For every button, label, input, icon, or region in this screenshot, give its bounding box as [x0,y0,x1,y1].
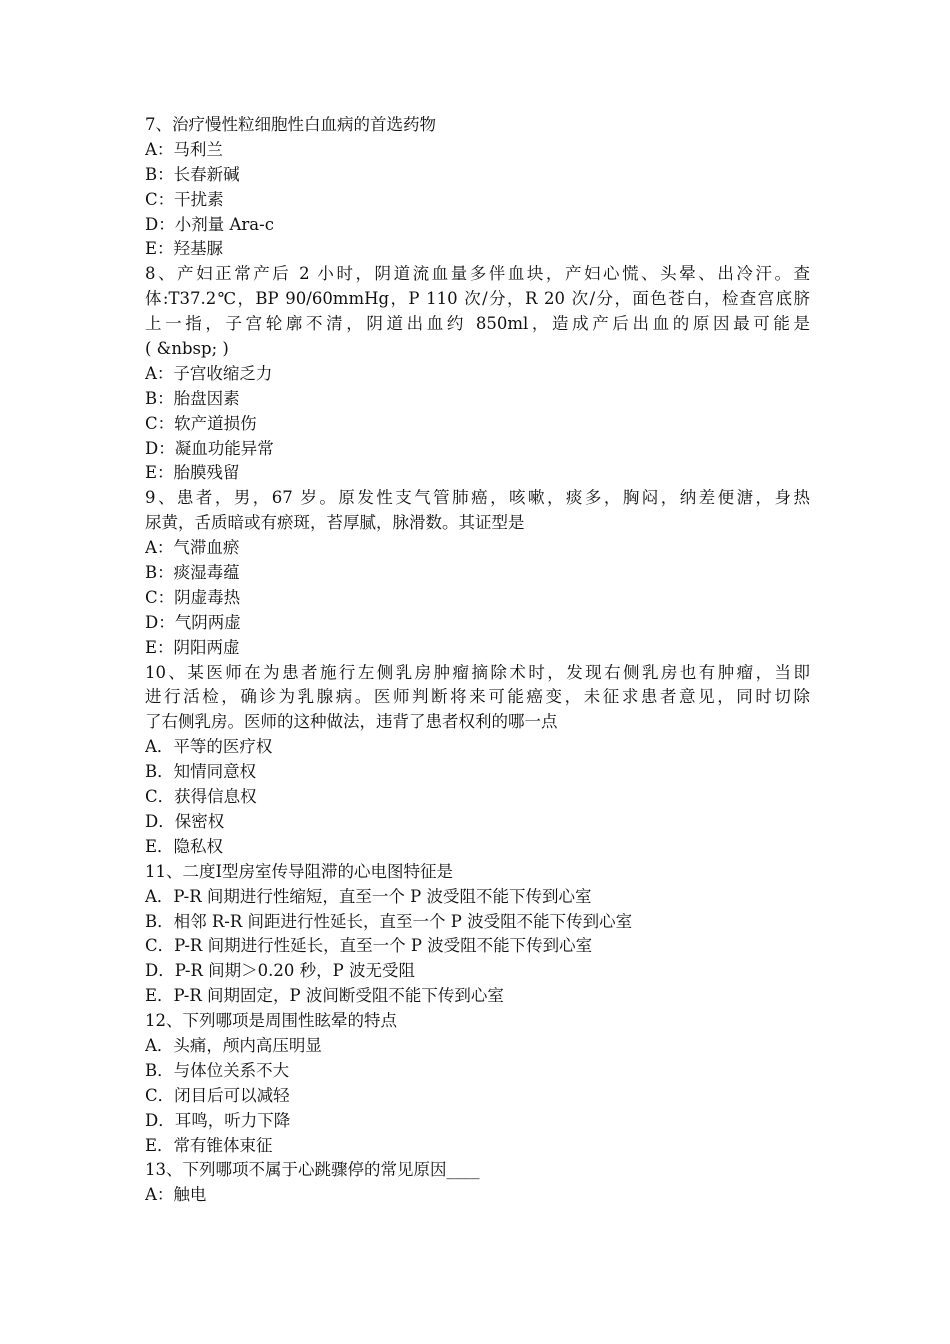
question-stem: 11、二度Ⅰ型房室传导阻滞的心电图特征是 [145,861,454,881]
question-stem: 进行活检，确诊为乳腺病。医师判断将来可能癌变，未征求患者意见，同时切除 [145,687,810,707]
option-c: C：干扰素 [145,189,224,209]
option-e: E．隐私权 [145,836,224,856]
option-d: D．保密权 [145,811,225,831]
option-d: D：气阴两虚 [145,612,241,632]
option-a: A：马利兰 [145,139,223,159]
option-e: E：阴阳两虚 [145,637,240,657]
option-b: B：胎盘因素 [145,388,240,408]
question-stem: 尿黄，舌质暗或有瘀斑，苔厚腻，脉滑数。其证型是 [145,513,525,533]
option-a: A：子宫收缩乏力 [145,363,273,383]
option-c: C：阴虚毒热 [145,587,241,607]
question-12 [145,1009,810,1158]
option-b: B：长春新碱 [145,164,240,184]
option-e: E：胎膜残留 [145,463,240,483]
question-stem: 13、下列哪项不属于心跳骤停的常见原因____ [145,1160,480,1180]
question-stem: 了右侧乳房。医师的这种做法，违背了患者权利的哪一点 [145,712,558,732]
option-c: C．获得信息权 [145,787,257,807]
question-8 [145,262,810,486]
question-10 [145,661,810,860]
option-b: B．与体位关系不大 [145,1060,290,1080]
option-b: B：痰湿毒蕴 [145,563,240,583]
option-a: A．P-R 间期进行性缩短，直至一个 P 波受阻不能下传到心室 [145,886,592,906]
question-list [145,113,810,1208]
option-b: B．知情同意权 [145,762,257,782]
option-a: A．平等的医疗权 [145,737,273,757]
option-b: B．相邻 R-R 间距进行性延长，直至一个 P 波受阻不能下传到心室 [145,911,633,931]
option-a: A．头痛，颅内高压明显 [145,1035,322,1055]
question-stem: 8、产妇正常产后 2 小时，阴道流血量多伴血块，产妇心慌、头晕、出冷汗。查 [145,264,810,284]
option-d: D．P-R 间期＞0.20 秒，P 波无受阻 [145,961,416,981]
option-c: C：软产道损伤 [145,413,257,433]
option-e: E．P-R 间期固定，P 波间断受阻不能下传到心室 [145,986,504,1006]
question-9 [145,486,810,660]
option-d: D．耳鸣，听力下降 [145,1110,291,1130]
option-e: E：羟基脲 [145,239,224,259]
question-stem: 7、治疗慢性粒细胞性白血病的首选药物 [145,115,436,134]
option-c: C．闭目后可以减轻 [145,1085,290,1105]
question-stem: 9、患者，男，67 岁。原发性支气管肺癌，咳嗽，痰多，胸闷，纳差便溏，身热 [145,488,810,508]
question-stem: 体:T37.2℃，BP 90/60mmHg，P 110 次/分，R 20 次/分，面色苍白，检查宫底脐 [145,289,810,309]
option-a: A：气滞血瘀 [145,538,240,558]
option-e: E．常有锥体束征 [145,1135,273,1155]
question-7 [145,113,810,262]
option-d: D：小剂量 Ara-c [145,214,274,234]
question-11 [145,860,810,1009]
option-c: C．P-R 间期进行性延长，直至一个 P 波受阻不能下传到心室 [145,936,593,956]
question-stem: 12、下列哪项是周围性眩晕的特点 [145,1011,397,1031]
question-13 [145,1158,810,1208]
option-d: D：凝血功能异常 [145,438,274,458]
option-a: A：触电 [145,1185,207,1205]
question-stem: ( &nbsp; ) [145,339,229,359]
question-stem: 10、某医师在为患者施行左侧乳房肿瘤摘除术时，发现右侧乳房也有肿瘤，当即 [145,662,810,682]
question-stem: 上一指，子宫轮廓不清，阴道出血约 850ml，造成产后出血的原因最可能是 [145,314,810,334]
